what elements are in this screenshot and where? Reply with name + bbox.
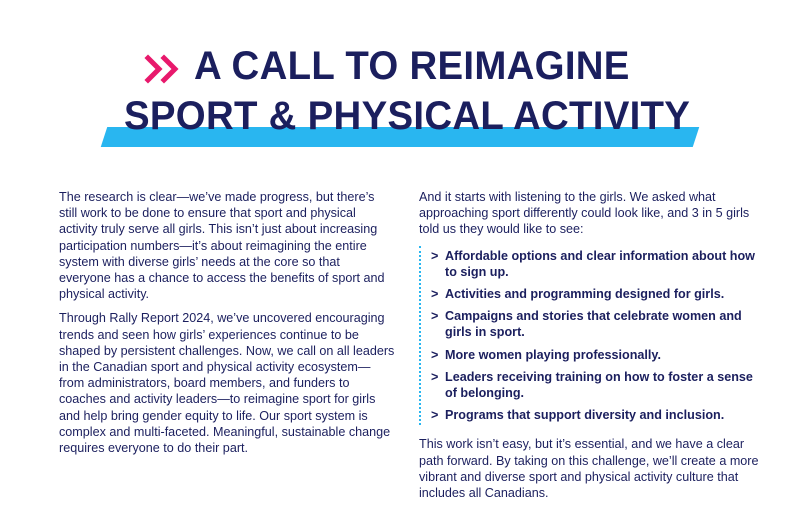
chevron-right-icon: >: [431, 408, 439, 423]
list-item-text: Leaders receiving training on how to foster a sense of belonging.: [445, 369, 753, 401]
right-column: [419, 189, 764, 509]
list-item: [431, 347, 764, 363]
left-paragraph-2: Through Rally Report 2024, we’ve uncovered encouraging trends and seen how girls’ experiences continue to be shaped by persistent challenges. Now, we call on all leaders in the Canadian sport and physical activity ecosystem—from administrators, board members, and funders to coaches and activity leaders—to reimagine sport for girls and help bring gender equity to life. Our sport system is complex and multi-faceted. Meaningful, sustainable change requires everyone to do their part.: [59, 311, 395, 456]
list-item: [431, 286, 764, 302]
chevron-right-icon: >: [431, 248, 439, 263]
list-item: [431, 407, 764, 423]
wishlist-list: [419, 246, 764, 426]
list-item-text: Programs that support diversity and inclusion.: [445, 408, 725, 423]
double-chevron-icon: [144, 52, 186, 86]
list-item: [431, 369, 764, 401]
list-item: [431, 248, 764, 280]
page-title-line-2: SPORT & PHYSICAL ACTIVITY: [124, 94, 691, 138]
list-item-text: Activities and programming designed for girls.: [445, 287, 725, 302]
list-item-text: Campaigns and stories that celebrate women and girls in sport.: [445, 309, 742, 340]
title-block: [0, 0, 812, 160]
left-paragraph-1: The research is clear—we’ve made progress, but there’s still work to be done to ensure that sport and physical activity truly serve all girls. This isn’t just about increasing participation numbers—it’s about reimagining the entire system with diverse girls’ needs at the core so that everyone has a chance to access the benefits of sport and physical activity.: [59, 190, 385, 302]
left-column: [59, 189, 395, 464]
list-item: [431, 308, 764, 340]
chevron-right-icon: >: [431, 347, 439, 362]
chevron-right-icon: >: [431, 309, 439, 324]
list-item-text: More women playing professionally.: [445, 347, 661, 362]
right-intro-paragraph: And it starts with listening to the girls. We asked what approaching sport differently could look like, and 3 in 5 girls told us they would like to see:: [419, 190, 750, 237]
right-closing-paragraph: This work isn’t easy, but it’s essential, and we have a clear path forward. By taking on this challenge, we’ll create a more vibrant and diverse sport and physical activity culture that includes all Canadians.: [419, 437, 759, 501]
chevron-right-icon: >: [431, 369, 439, 384]
chevron-right-icon: >: [431, 287, 439, 302]
page-title-line-1: A CALL TO REIMAGINE: [194, 44, 630, 88]
list-item-text: Affordable options and clear information about how to sign up.: [445, 248, 755, 279]
